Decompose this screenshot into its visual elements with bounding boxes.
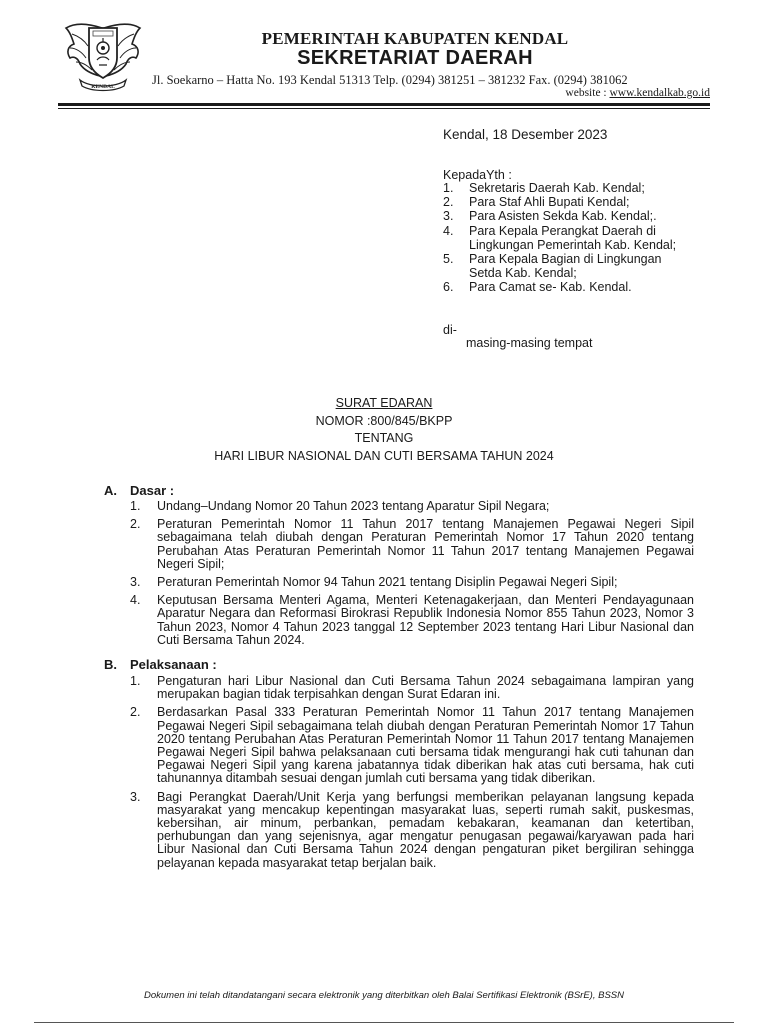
letterhead-office-name: SEKRETARIAT DAERAH xyxy=(297,47,533,69)
section-a-heading: A. Dasar : xyxy=(104,483,175,498)
electronic-signature-note: Dokumen ini telah ditandatangani secara elektronik yang diterbitkan oleh Balai Sertifikasi Elektronik (BSrE), BSSN xyxy=(144,990,624,1001)
section-b-item: 1. Pengaturan hari Libur Nasional dan Cuti Bersama Tahun 2024 sebagaimana lampiran yang merupakan bagian tidak terpisahkan dengan Surat Edaran ini. xyxy=(130,674,694,702)
document-number: NOMOR :800/845/BKPP xyxy=(315,413,453,428)
destination-place: masing-masing tempat xyxy=(466,336,593,350)
document-type: SURAT EDARAN xyxy=(335,396,433,410)
document-title-block xyxy=(0,395,768,465)
letterhead-address: Jl. Soekarno – Hatta No. 193 Kendal 51313 Telp. (0294) 381251 – 381232 Fax. (0294) 381062 xyxy=(152,73,628,87)
kendal-regency-emblem xyxy=(62,18,144,94)
destination-prefix: di- xyxy=(443,323,457,337)
recipient-item: 4. Para Kepala Perangkat Daerah di Lingkungan Pemerintah Kab. Kendal; xyxy=(443,223,677,252)
recipient-item: 1. Sekretaris Daerah Kab. Kendal; xyxy=(443,181,645,195)
letterhead-website xyxy=(565,87,710,99)
recipient-item: 5. Para Kepala Bagian di Lingkungan Setda Kab. Kendal; xyxy=(443,252,662,281)
section-b-item: 2. Berdasarkan Pasal 333 Peraturan Pemerintah Nomor 11 Tahun 2017 tentang Manajemen Pegawai Negeri Sipil sebagaimana telah diubah dengan Peraturan Pemerintah Nomor 17 Tahun 2020 tentang Perubahan Atas Peraturan Pemerintah Nomor 11 Tahun 2017 tentang Manajemen Pegawai Negeri Sipil bahwa pelaksanaan cuti bersama tidak mengurangi hak cuti tahunan dan Pegawai Negeri Sipil yang karena jabatannya tidak diberikan hak atas cuti bersama, hak cuti tahunannya ditambah sesuai dengan jumlah cuti bersama yang tidak diberikan. xyxy=(130,705,694,786)
section-a-list xyxy=(130,500,694,652)
recipient-item: 2. Para Staf Ahli Bupati Kendal; xyxy=(443,195,630,210)
website-label: website : xyxy=(565,87,607,99)
letter-place-date: Kendal, 18 Desember 2023 xyxy=(443,127,608,142)
section-a-item: 4. Keputusan Bersama Menteri Agama, Menteri Ketenagakerjaan, dan Menteri Pendayagunaan Aparatur Negara dan Reformasi Birokrasi Republik Indonesia Nomor 855 Tahun 2023, Nomor 3 Tahun 2023, Nomor 4 Tahun 2023 tanggal 12 September 2023 tentang Hari Libur Nasional dan Cuti Bersama Tahun 2024. xyxy=(130,593,694,647)
section-b-heading: B. Pelaksanaan : xyxy=(104,657,217,672)
section-b-item: 3. Bagi Perangkat Daerah/Unit Kerja yang berfungsi memberikan pelayanan langsung kepada masyarakat yang mencakup kepentingan masyarakat luas, seperti rumah sakit, puskesmas, kebersihan, air minum, perbankan, pemadam kebakaran, keamanan dan ketertiban, perhubungan dan yang sejenisnya, agar mengatur penugasan pegawai/karyawan pada hari Libur Nasional dan Cuti Bersama Tahun 2024 dengan pengaturan piket bergiliran sehingga pelayanan kepada masyarakat tetap berjalan baik. xyxy=(130,789,694,870)
website-link[interactable]: www.kendalkab.go.id xyxy=(609,87,710,99)
recipient-heading: KepadaYth : xyxy=(443,168,512,182)
letterhead-divider-thin xyxy=(58,108,710,109)
section-a-item: 2. Peraturan Pemerintah Nomor 11 Tahun 2017 tentang Manajemen Pegawai Negeri Sipil sebagaimana telah diubah dengan Peraturan Pemerintah Nomor 17 Tahun 2020 tentang Perubahan Atas Peraturan Pemerintah Nomor 11 Tahun 2017 tentang Manajemen Pegawai Negeri Sipil; xyxy=(130,517,694,571)
section-a-item: 3. Peraturan Pemerintah Nomor 94 Tahun 2021 tentang Disiplin Pegawai Negeri Sipil; xyxy=(130,575,618,590)
section-a-item: 1. Undang–Undang Nomor 20 Tahun 2023 tentang Aparatur Sipil Negara; xyxy=(130,499,550,513)
document-subject: HARI LIBUR NASIONAL DAN CUTI BERSAMA TAHUN 2024 xyxy=(214,448,554,463)
document-about-label: TENTANG xyxy=(354,431,414,445)
recipient-item: 3. Para Asisten Sekda Kab. Kendal;. xyxy=(443,209,657,224)
section-b-list xyxy=(130,675,694,875)
recipient-list xyxy=(443,181,693,295)
footer-divider xyxy=(34,1022,734,1023)
letterhead-divider-thick xyxy=(58,103,710,106)
recipient-item: 6. Para Camat se- Kab. Kendal. xyxy=(443,280,632,295)
letterhead-government-name: PEMERINTAH KABUPATEN KENDAL xyxy=(261,29,569,48)
svg-text:KENDAL: KENDAL xyxy=(91,84,115,90)
